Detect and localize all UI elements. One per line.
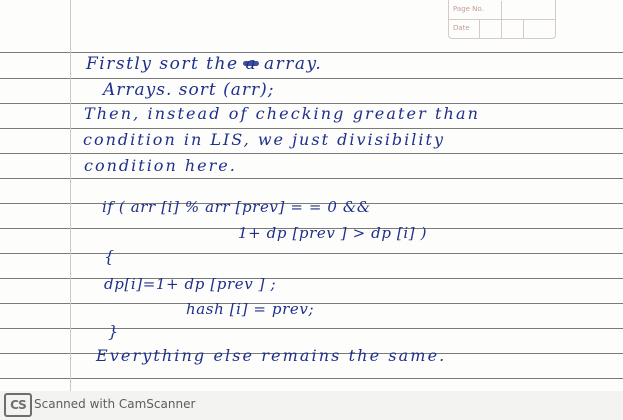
note-line-12: Everything else remains the same. bbox=[96, 346, 447, 365]
rule-line bbox=[0, 278, 623, 279]
rule-line bbox=[0, 52, 623, 53]
margin-line bbox=[70, 0, 71, 392]
struck-word bbox=[245, 54, 257, 74]
note-line-1: Firstly sort the array. bbox=[86, 54, 323, 74]
note-line-8: { bbox=[104, 247, 115, 266]
note-line-7: 1+ dp [prev ] > dp [i] ) bbox=[238, 224, 428, 242]
page-date-box bbox=[448, 0, 556, 39]
note-line-9: dp[i]=1+ dp [prev ] ; bbox=[104, 275, 277, 293]
date-label: Date bbox=[453, 24, 470, 32]
page-number-label: Page No. bbox=[453, 5, 484, 13]
note-line-4: condition in LIS, we just divisibility bbox=[83, 130, 445, 149]
note-line-10: hash [i] = prev; bbox=[186, 300, 315, 318]
rule-line bbox=[0, 153, 623, 154]
rule-line bbox=[0, 253, 623, 254]
note-line-2: Arrays. sort (arr); bbox=[103, 80, 275, 100]
page-number-row bbox=[449, 1, 555, 20]
note-line-5: condition here. bbox=[84, 156, 237, 175]
rule-line bbox=[0, 128, 623, 129]
scanner-watermark-text: Scanned with CamScanner bbox=[34, 397, 196, 411]
rule-line bbox=[0, 328, 623, 329]
note-line-11: } bbox=[108, 322, 119, 341]
scribble-mark bbox=[243, 61, 259, 66]
scanner-footer bbox=[0, 391, 623, 420]
rule-line bbox=[0, 178, 623, 179]
rule-line bbox=[0, 78, 623, 79]
date-row bbox=[449, 20, 555, 38]
camscanner-logo: CS bbox=[4, 393, 32, 417]
rule-line bbox=[0, 378, 623, 379]
note-line-6: if ( arr [i] % arr [prev] = = 0 && bbox=[102, 198, 371, 216]
note-line-3: Then, instead of checking greater than bbox=[84, 104, 481, 123]
